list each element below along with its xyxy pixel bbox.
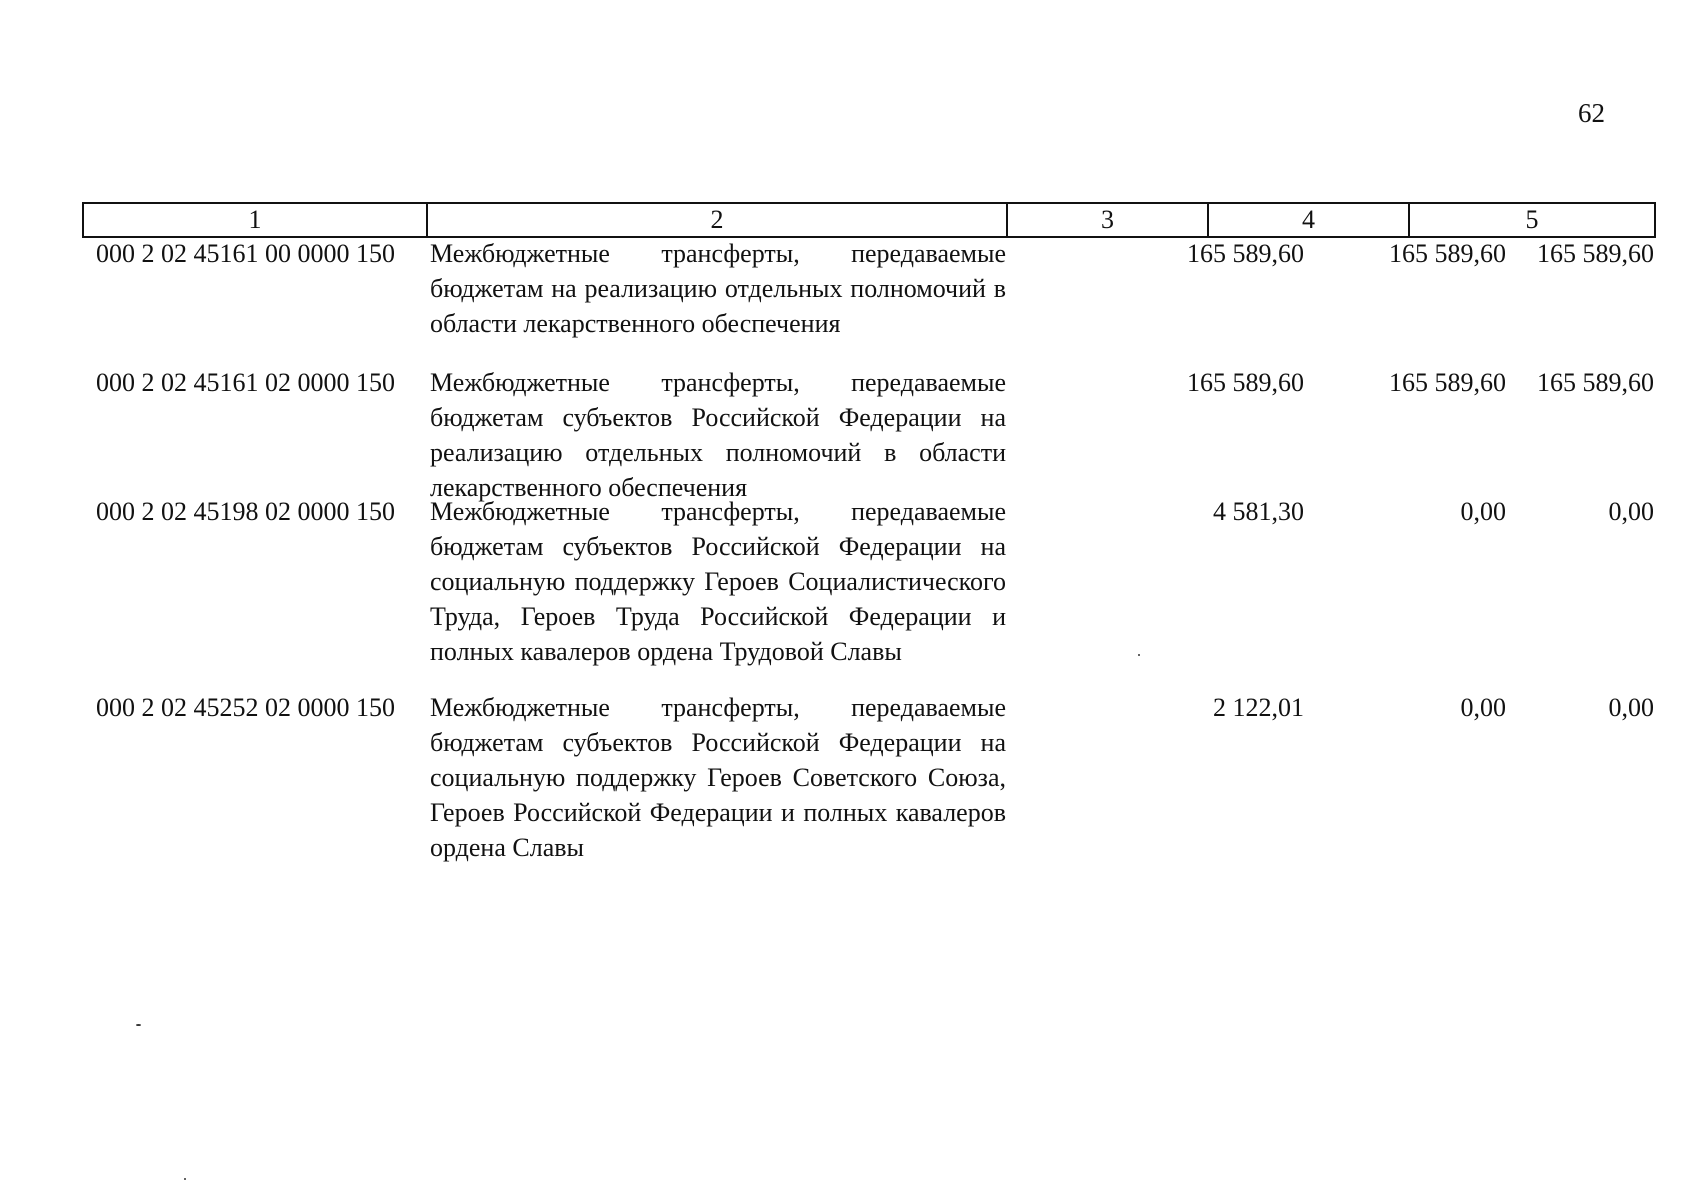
amount-col3: 2 122,01 <box>1213 693 1304 722</box>
amount-col4: 165 589,60 <box>1389 239 1506 268</box>
amount-col5: 165 589,60 <box>1537 239 1654 268</box>
scan-speck <box>136 1024 141 1026</box>
amount-col5: 0,00 <box>1608 497 1654 526</box>
header-cell-col3: 3 <box>1007 203 1208 237</box>
header-cell-col4: 4 <box>1208 203 1409 237</box>
amount-col5: 0,00 <box>1608 693 1654 722</box>
table-header <box>82 202 1656 238</box>
header-cell-col1: 1 <box>83 203 427 237</box>
table-body <box>82 236 1654 866</box>
amount-col4: 0,00 <box>1460 497 1506 526</box>
budget-code: 000 2 02 45161 00 0000 150 <box>96 239 395 268</box>
amount-col3: 165 589,60 <box>1187 368 1304 397</box>
table-row <box>82 494 1654 690</box>
amount-col3: 4 581,30 <box>1213 497 1304 526</box>
amount-col3: 165 589,60 <box>1187 239 1304 268</box>
scan-speck <box>184 1178 186 1180</box>
income-name: Межбюджетные трансферты, передаваемые бюджетам субъектов Российской Федерации на реализацию отдельных полномочий в области лекарственного обеспечения <box>430 368 1006 502</box>
income-name: Межбюджетные трансферты, передаваемые бюджетам субъектов Российской Федерации на социальную поддержку Героев Социалистического Труда, Героев Труда Российской Федерации и полных кавалеров ордена Трудовой Славы <box>430 497 1006 666</box>
page-number: 62 <box>1578 98 1605 128</box>
header-row <box>83 203 1655 237</box>
table-row <box>82 690 1654 866</box>
budget-code: 000 2 02 45161 02 0000 150 <box>96 368 395 397</box>
amount-col5: 165 589,60 <box>1537 368 1654 397</box>
header-cell-col2: 2 <box>427 203 1007 237</box>
scan-speck <box>1138 654 1140 656</box>
budget-code: 000 2 02 45198 02 0000 150 <box>96 497 395 526</box>
budget-code: 000 2 02 45252 02 0000 150 <box>96 693 395 722</box>
header-cell-col5: 5 <box>1409 203 1655 237</box>
income-name: Межбюджетные трансферты, передаваемые бюджетам на реализацию отдельных полномочий в области лекарственного обеспечения <box>430 239 1006 338</box>
table-row <box>82 236 1654 365</box>
income-name: Межбюджетные трансферты, передаваемые бюджетам субъектов Российской Федерации на социальную поддержку Героев Советского Союза, Героев Российской Федерации и полных кавалеров ордена Славы <box>430 693 1006 862</box>
amount-col4: 0,00 <box>1460 693 1506 722</box>
amount-col4: 165 589,60 <box>1389 368 1506 397</box>
table-row <box>82 365 1654 502</box>
